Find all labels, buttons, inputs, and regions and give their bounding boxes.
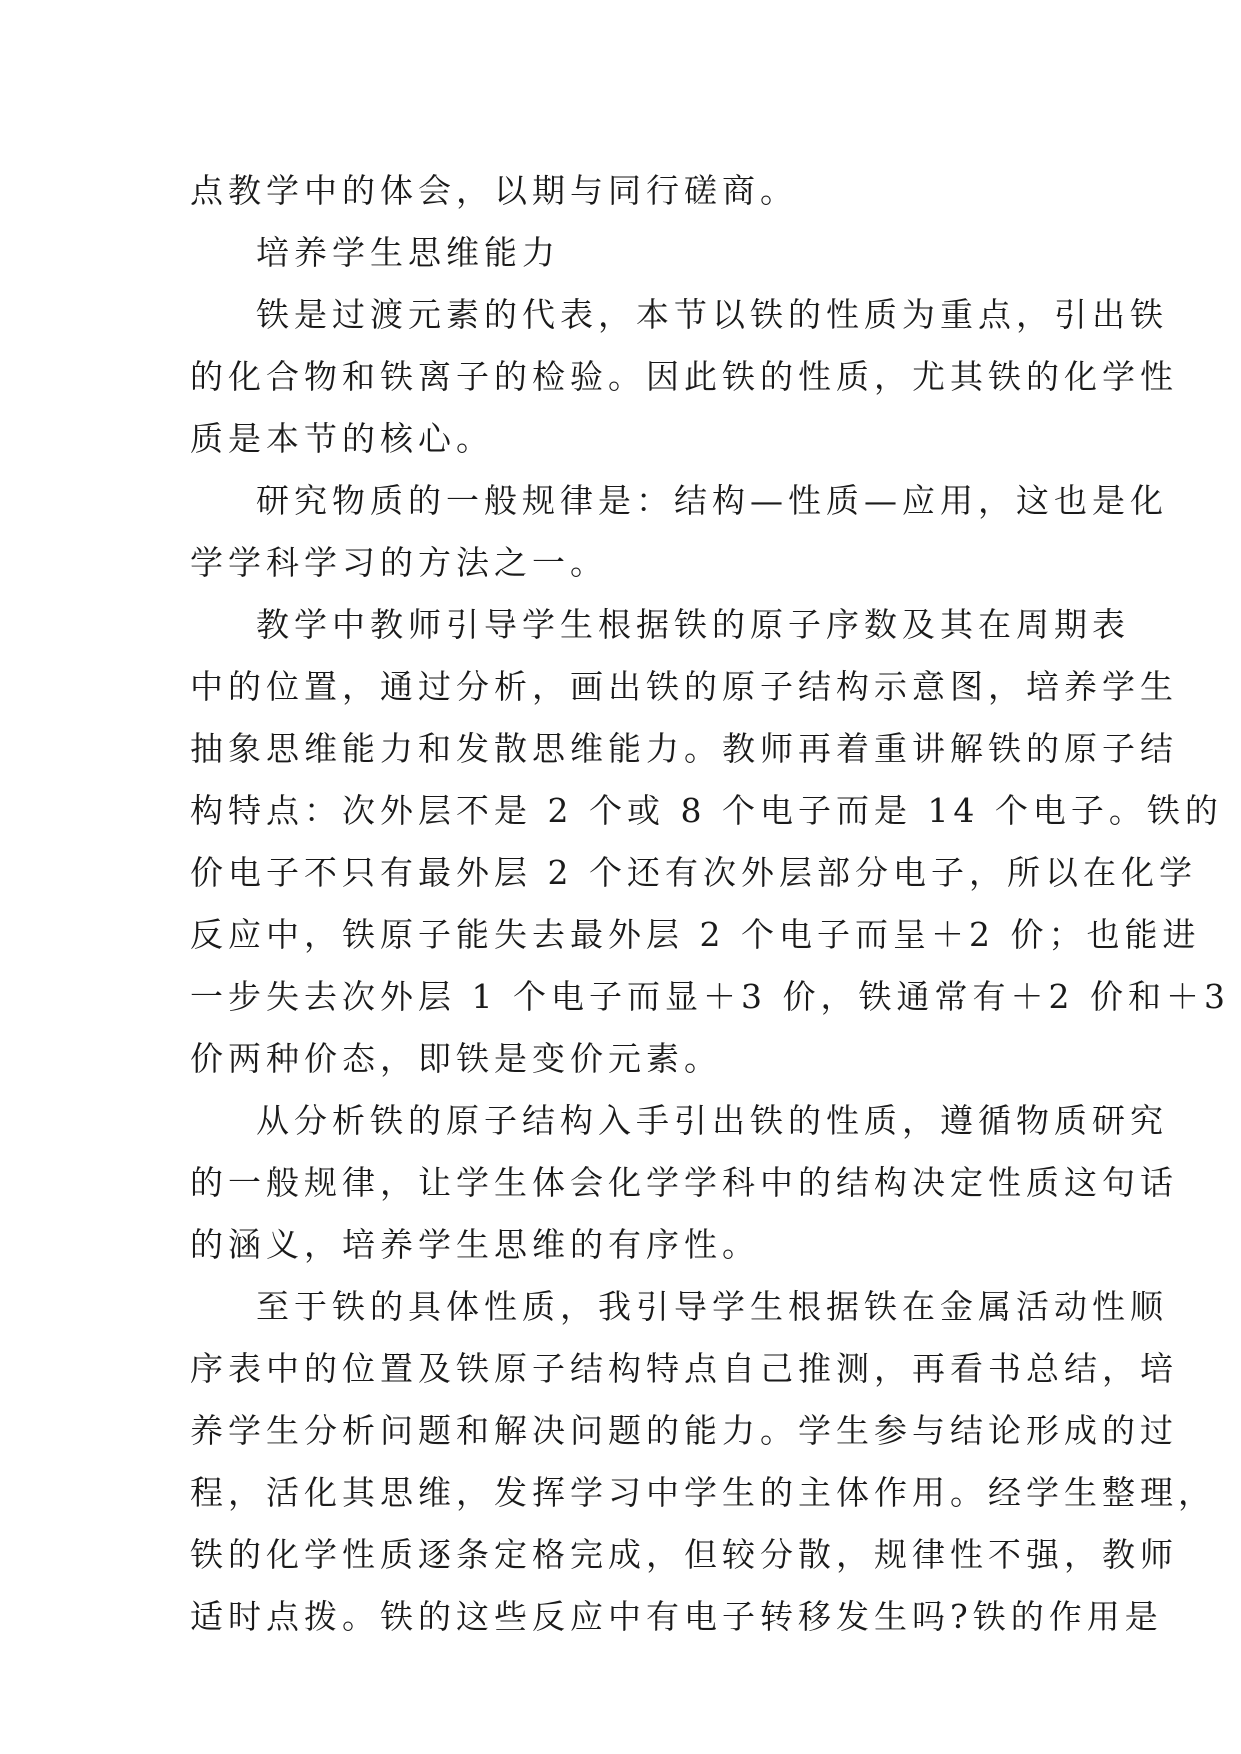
text-line: 一步失去次外层 1 个电子而显＋3 价，铁通常有＋2 价和＋3 xyxy=(190,977,1230,1016)
text-line: 的涵义，培养学生思维的有序性。 xyxy=(190,1225,760,1264)
text-line: 价两种价态，即铁是变价元素。 xyxy=(190,1039,722,1078)
text-line: 学学科学习的方法之一。 xyxy=(190,543,608,582)
text-line: 质是本节的核心。 xyxy=(190,419,494,458)
text-line: 抽象思维能力和发散思维能力。教师再着重讲解铁的原子结 xyxy=(190,729,1178,768)
text-line: 价电子不只有最外层 2 个还有次外层部分电子，所以在化学 xyxy=(190,853,1197,892)
text-line: 铁是过渡元素的代表，本节以铁的性质为重点，引出铁 xyxy=(256,295,1168,334)
text-line: 反应中，铁原子能失去最外层 2 个电子而呈＋2 价；也能进 xyxy=(190,915,1201,954)
text-line: 的一般规律，让学生体会化学学科中的结构决定性质这句话 xyxy=(190,1163,1178,1202)
text-line: 铁的化学性质逐条定格完成，但较分散，规律性不强，教师 xyxy=(190,1535,1178,1574)
text-line: 程，活化其思维，发挥学习中学生的主体作用。经学生整理， xyxy=(190,1473,1216,1512)
text-line: 点教学中的体会，以期与同行磋商。 xyxy=(190,171,798,210)
text-line: 研究物质的一般规律是：结构—性质—应用，这也是化 xyxy=(256,481,1168,520)
text-line: 序表中的位置及铁原子结构特点自己推测，再看书总结，培 xyxy=(190,1349,1178,1388)
text-line: 至于铁的具体性质，我引导学生根据铁在金属活动性顺 xyxy=(256,1287,1168,1326)
text-line: 养学生分析问题和解决问题的能力。学生参与结论形成的过 xyxy=(190,1411,1178,1450)
document-body xyxy=(190,160,1230,1648)
text-line: 的化合物和铁离子的检验。因此铁的性质，尤其铁的化学性 xyxy=(190,357,1178,396)
text-line: 适时点拨。铁的这些反应中有电子转移发生吗?铁的作用是 xyxy=(190,1597,1163,1636)
text-line: 从分析铁的原子结构入手引出铁的性质，遵循物质研究 xyxy=(256,1101,1168,1140)
text-line: 构特点：次外层不是 2 个或 8 个电子而是 14 个电子。铁的 xyxy=(190,791,1223,830)
section-heading: 培养学生思维能力 xyxy=(256,233,560,272)
text-line: 教学中教师引导学生根据铁的原子序数及其在周期表 xyxy=(256,605,1130,644)
text-line: 中的位置，通过分析，画出铁的原子结构示意图，培养学生 xyxy=(190,667,1178,706)
